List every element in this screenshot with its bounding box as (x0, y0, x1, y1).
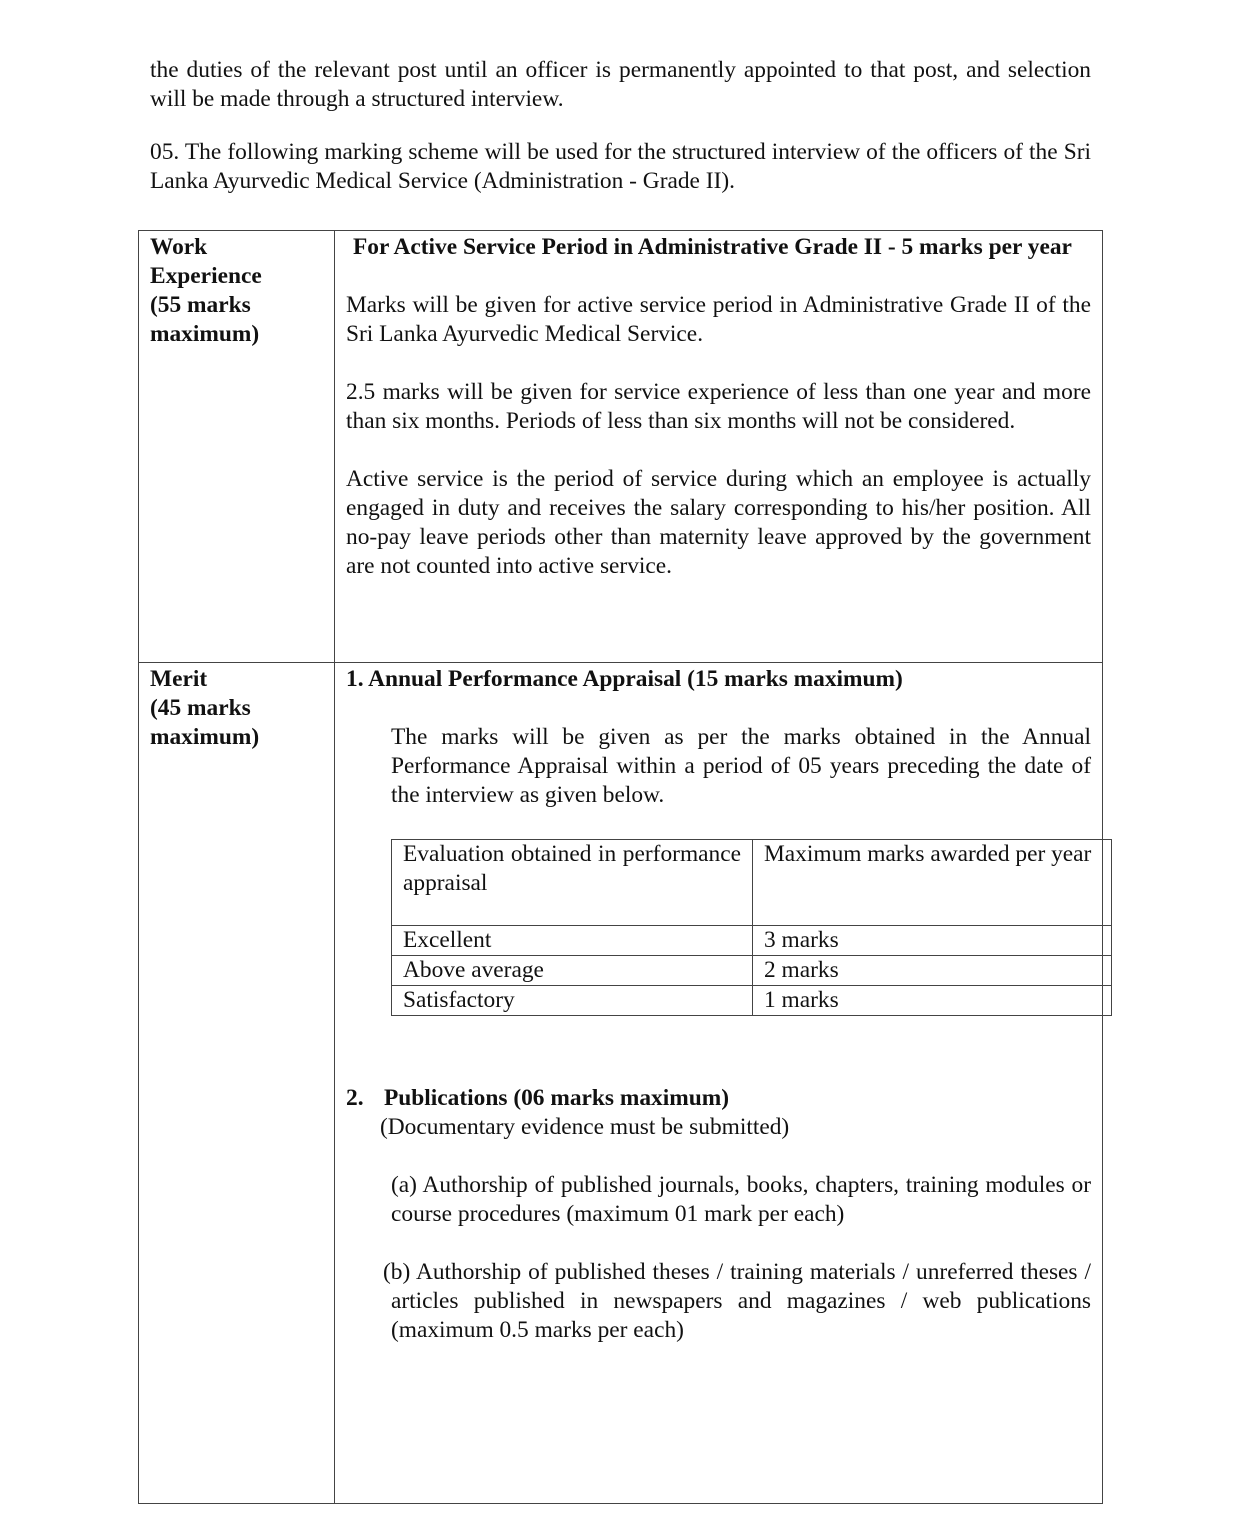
table-row: Excellent 3 marks (392, 926, 1112, 956)
intro-paragraph-2: 05. The following marking scheme will be used for the structured interview of the officers of the Sri Lanka Ayurvedic Medical Service (Administration - Grade II). (150, 139, 1091, 194)
work-experience-content (335, 231, 1103, 663)
publications-item-b: (b) Authorship of published theses / training materials / unreferred theses / articles published in newspapers and magazines / web publications (maximum 0.5 marks per each) (383, 1259, 1091, 1343)
appraisal-table-header (392, 840, 1112, 926)
table-row: Satisfactory 1 marks (392, 986, 1112, 1016)
work-experience-paragraph-2: 2.5 marks will be given for service experience of less than one year and more than six months. Periods of less than six months will not be considered. (346, 379, 1091, 434)
work-experience-row (139, 231, 1103, 663)
header-evaluation: Evaluation obtained in performance appraisal (392, 840, 753, 926)
merit-row (139, 663, 1103, 1504)
intro-section (150, 56, 1091, 196)
intro-paragraph-1: the duties of the relevant post until an officer is permanently appointed to that post, and selection will be made through a structured interview. (150, 57, 1091, 112)
publications-note: (Documentary evidence must be submitted) (380, 1114, 790, 1140)
table-row: Above average 2 marks (392, 956, 1112, 986)
merit-label: Merit (45 marks maximum) (139, 663, 335, 1504)
publications-title: 2. Publications (06 marks maximum) (346, 1085, 730, 1111)
appraisal-description: The marks will be given as per the marks obtained in the Annual Performance Appraisal within a period of 05 years preceding the date of the interview as given below. (391, 724, 1091, 808)
appraisal-marks-table (391, 839, 1112, 1016)
work-experience-heading: For Active Service Period in Administrative Grade II - 5 marks per year (353, 234, 1072, 260)
work-experience-label: Work Experience (55 marks maximum) (139, 231, 335, 663)
work-experience-paragraph-3: Active service is the period of service during which an employee is actually engaged in duty and receives the salary corresponding to his/her position. All no-pay leave periods other than maternity leave approved by the government are not counted into active service. (346, 466, 1091, 579)
marking-scheme-table (138, 230, 1103, 1504)
publications-item-a: (a) Authorship of published journals, books, chapters, training modules or course procedures (maximum 01 mark per each) (391, 1172, 1091, 1227)
work-experience-paragraph-1: Marks will be given for active service period in Administrative Grade II of the Sri Lanka Ayurvedic Medical Service. (346, 292, 1091, 347)
appraisal-title: 1. Annual Performance Appraisal (15 marks maximum) (346, 666, 903, 692)
merit-content (335, 663, 1103, 1504)
header-max-marks: Maximum marks awarded per year (753, 840, 1112, 926)
